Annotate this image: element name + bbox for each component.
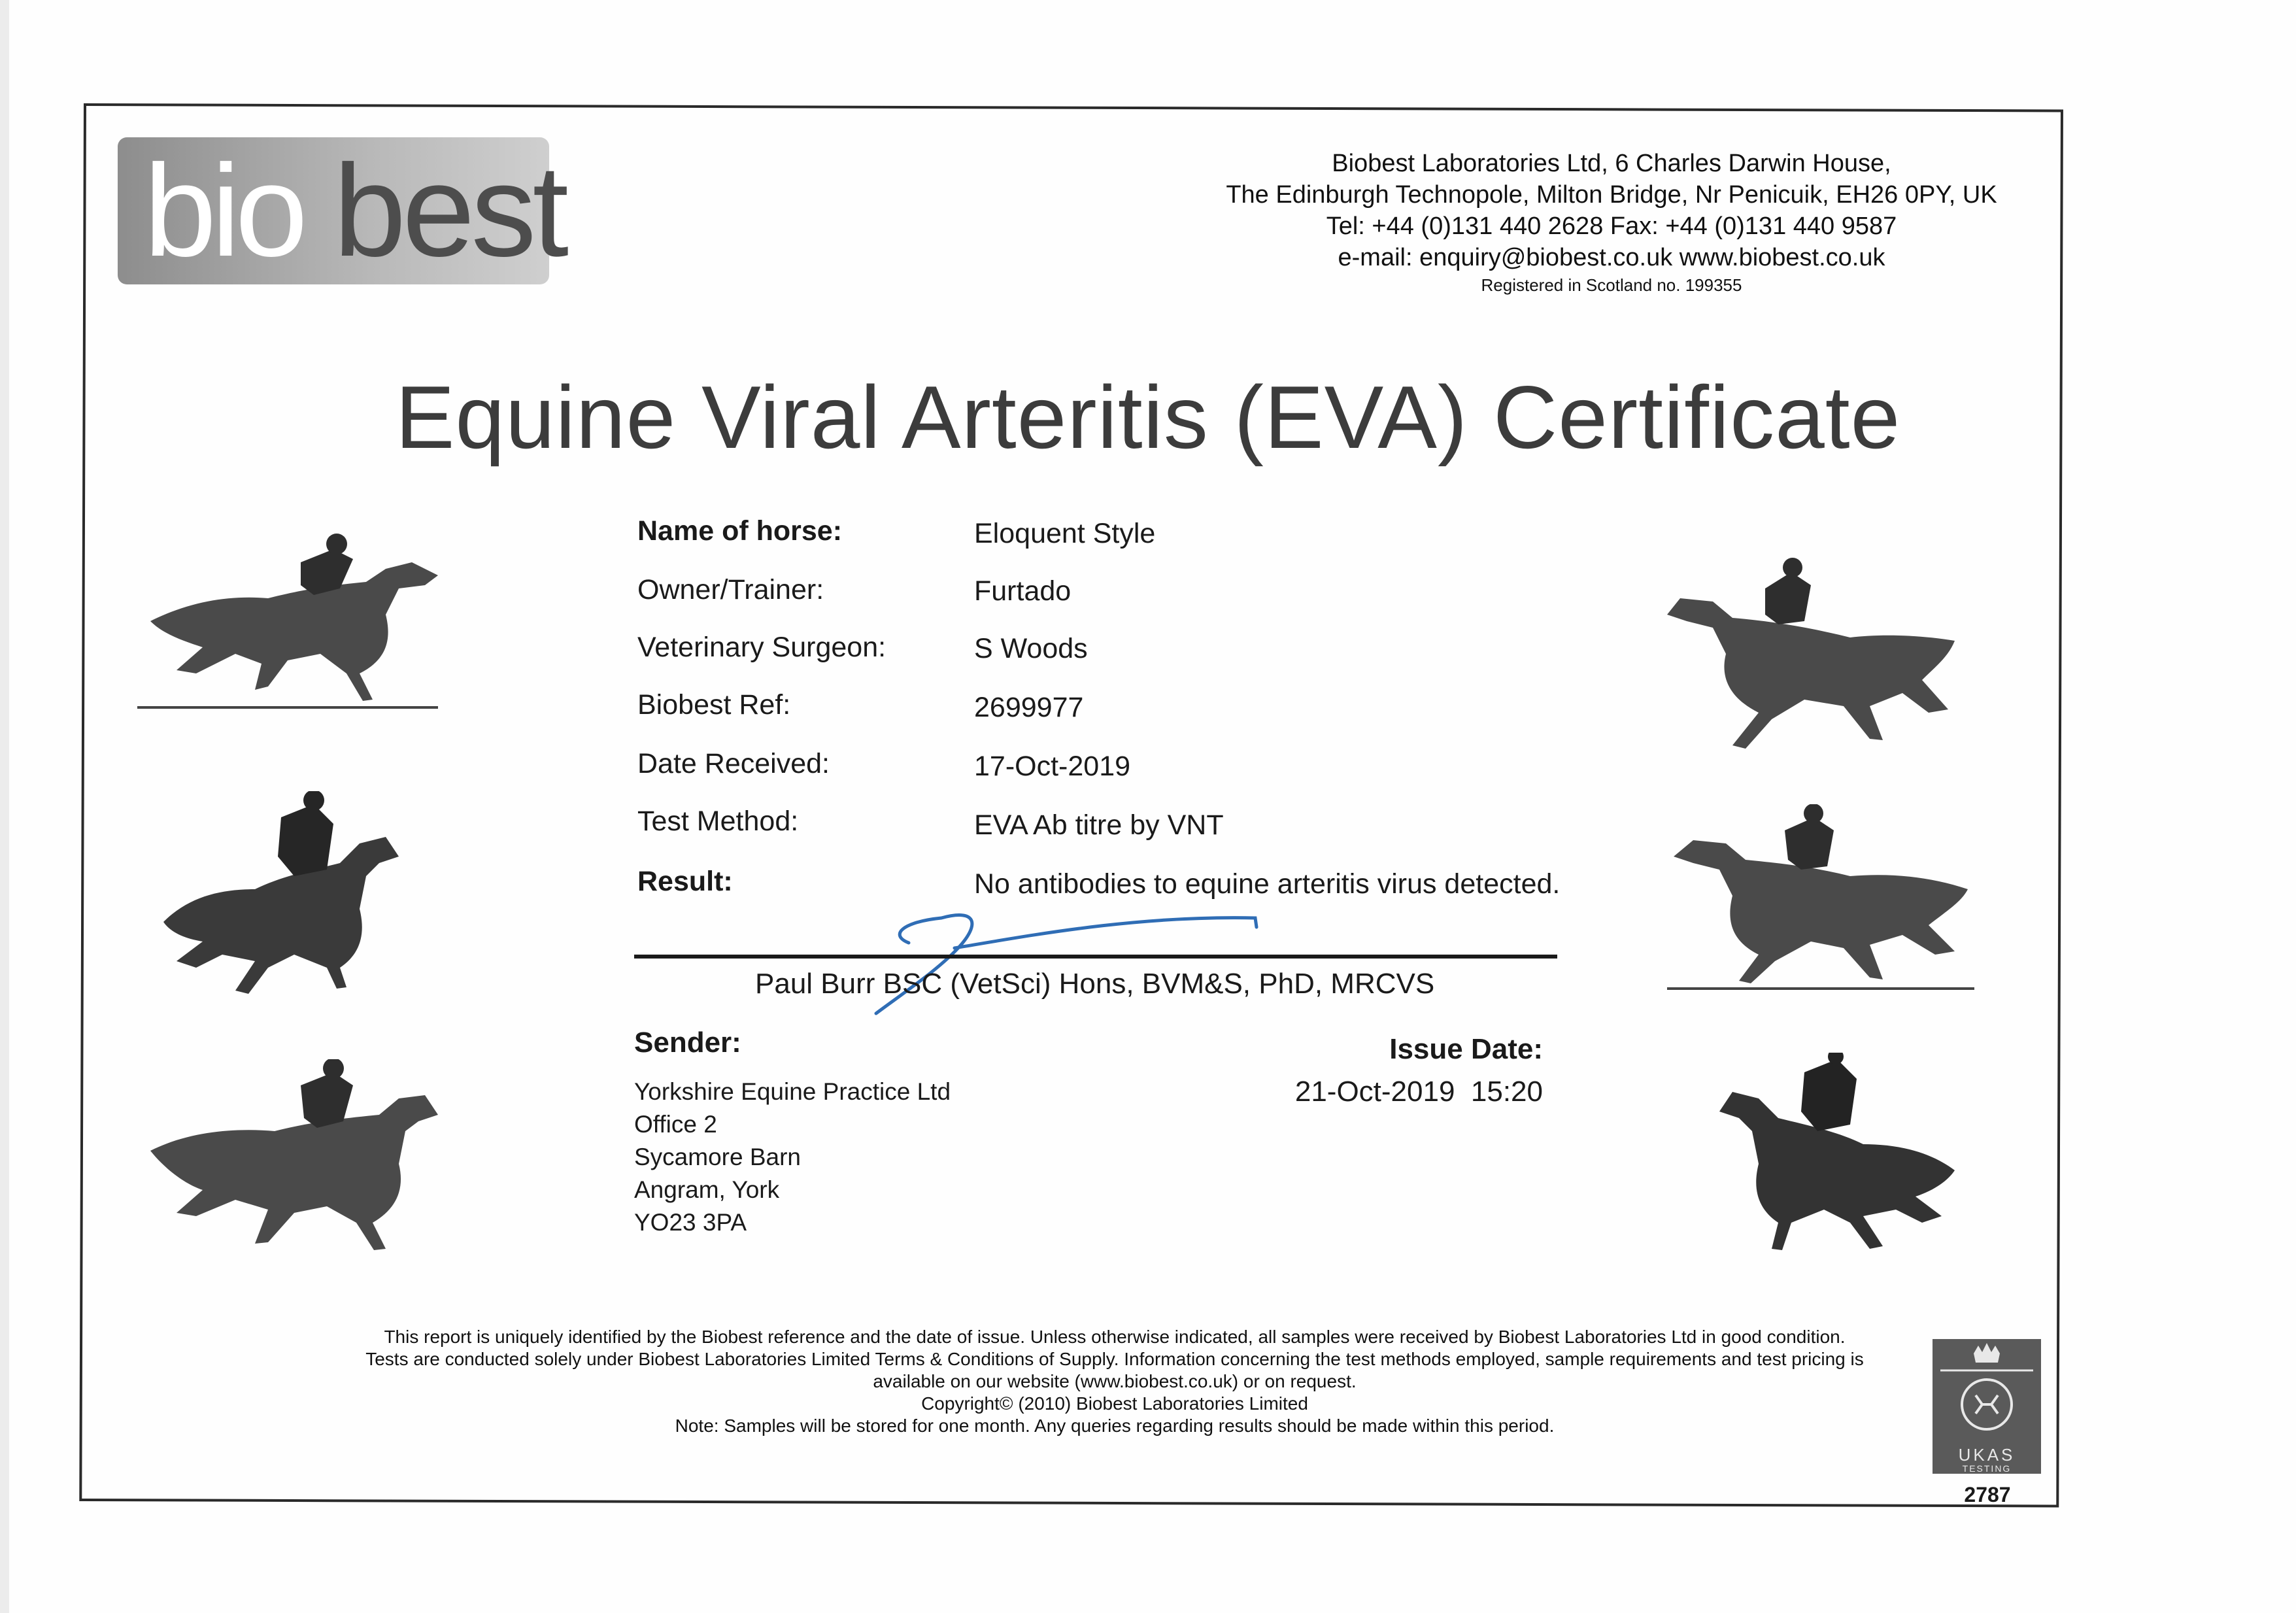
sender-line: Sycamore Barn — [634, 1144, 801, 1170]
ref-label: Biobest Ref: — [637, 689, 791, 721]
racehorse-illustration — [1687, 1053, 1968, 1262]
registration-number: Registered in Scotland no. 199355 — [1481, 275, 1742, 295]
lab-address — [1177, 148, 2046, 297]
footer-line-4: Copyright© (2010) Biobest Laboratories Limited — [921, 1393, 1308, 1414]
sender-line: Angram, York — [634, 1176, 780, 1203]
sender-label: Sender: — [634, 1027, 741, 1059]
address-line-4: e-mail: enquiry@biobest.co.uk www.biobest.co.uk — [1338, 244, 1885, 271]
vet-label: Veterinary Surgeon: — [637, 632, 886, 663]
issue-time: 15:20 — [1470, 1076, 1543, 1108]
footer-line-5: Note: Samples will be stored for one month. Any queries regarding results should be made within this period. — [675, 1416, 1555, 1436]
vet-value: S Woods — [974, 633, 1088, 664]
racehorse-illustration — [1654, 804, 1981, 994]
biobest-logo — [118, 137, 566, 284]
sender-address — [634, 1076, 951, 1239]
signer-credentials: Paul Burr BSC (VetSci) Hons, BVM&S, PhD, MRCVS — [755, 968, 1435, 1000]
method-label: Test Method: — [637, 806, 799, 837]
logo-best-text: best — [333, 138, 566, 284]
owner-label: Owner/Trainer: — [637, 574, 824, 605]
crown-icon — [1933, 1339, 2041, 1444]
horse-label: Name of horse: — [637, 515, 843, 547]
racehorse-illustration — [137, 1059, 445, 1255]
received-label: Date Received: — [637, 748, 830, 779]
ref-value: 2699977 — [974, 692, 1084, 723]
sender-line: Office 2 — [634, 1111, 717, 1138]
handwritten-signature — [863, 896, 1268, 1027]
ukas-label — [1933, 1445, 2041, 1465]
footer-line-2: Tests are conducted solely under Biobest Laboratories Limited Terms & Conditions of Supply. Information concerning the test methods employed, sample requirements and test pricing is — [365, 1349, 1864, 1369]
method-value: EVA Ab titre by VNT — [974, 809, 1224, 841]
owner-value: Furtado — [974, 575, 1072, 607]
received-value: 17-Oct-2019 — [974, 751, 1131, 782]
logo-bio-text: bio — [144, 138, 303, 284]
issue-date-label: Issue Date: — [1389, 1033, 1543, 1065]
address-line-3: Tel: +44 (0)131 440 2628 Fax: +44 (0)131 440 9587 — [1326, 212, 1897, 240]
ukas-text: UKAS — [1958, 1445, 2016, 1465]
address-line-1: Biobest Laboratories Ltd, 6 Charles Darwin House, — [1332, 150, 1891, 177]
address-line-2: The Edinburgh Technopole, Milton Bridge, Nr Penicuik, EH26 0PY, UK — [1226, 181, 1997, 209]
result-value: No antibodies to equine arteritis virus detected. — [974, 868, 1561, 900]
scan-edge — [0, 0, 9, 1613]
footer-line-1: This report is uniquely identified by the Biobest reference and the date of issue. Unless otherwise indicated, all samples were received by Biobest Laboratories Ltd in good condition. — [384, 1327, 1846, 1347]
sender-line: YO23 3PA — [634, 1209, 747, 1236]
ukas-testing-label: TESTING — [1962, 1463, 2012, 1474]
horse-value: Eloquent Style — [974, 518, 1156, 549]
footer-disclaimer — [248, 1326, 1981, 1437]
racehorse-illustration — [1654, 549, 1968, 758]
signature-line — [634, 955, 1557, 959]
issue-date-value — [1242, 1076, 1543, 1108]
issue-date: 21-Oct-2019 — [1294, 1076, 1455, 1108]
racehorse-illustration — [137, 523, 451, 713]
certificate-title: Equine Viral Arteritis (EVA) Certificate — [395, 367, 1901, 467]
racehorse-illustration — [150, 791, 412, 1000]
footer-line-3: available on our website (www.biobest.co.uk) or on request. — [873, 1371, 1357, 1391]
ukas-number: 2787 — [1964, 1483, 2011, 1506]
sender-line: Yorkshire Equine Practice Ltd — [634, 1078, 951, 1105]
result-label: Result: — [637, 866, 733, 897]
ukas-accreditation-mark — [1933, 1339, 2041, 1474]
